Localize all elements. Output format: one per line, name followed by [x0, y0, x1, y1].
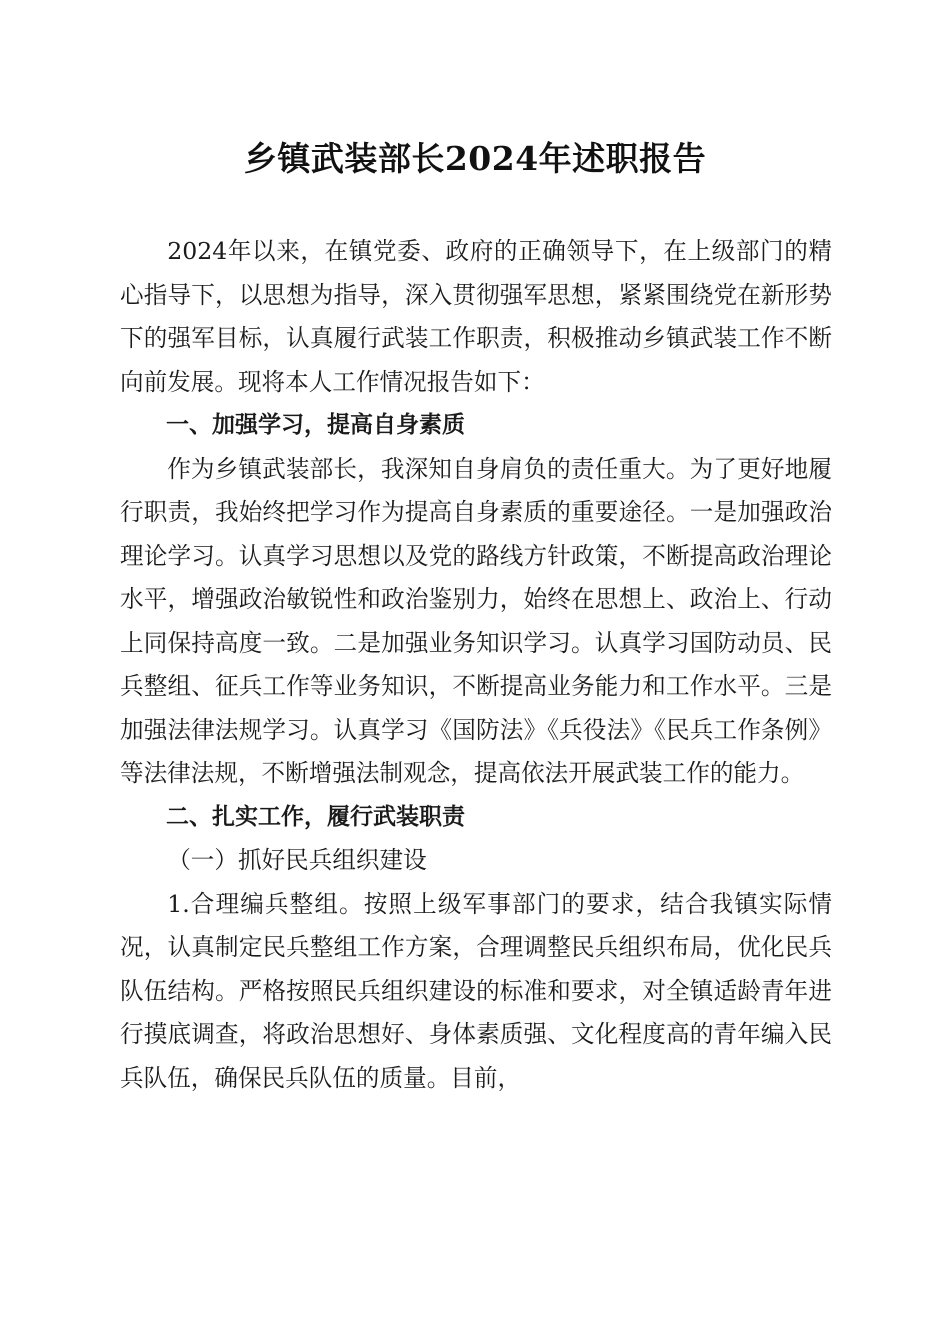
section-heading-1: 一、加强学习，提高自身素质 — [166, 412, 465, 438]
subsection-1-paragraph: 1.合理编兵整组。按照上级军事部门的要求，结合我镇实际情况，认真制定民兵整组工作方案，合理调整民兵组织布局，优化民兵队伍结构。严格按照民兵组织建设的标准和要求，对全镇适龄青年进行摸底调查，将政治思想好、身体素质强、文化程度高的青年编入民兵队伍，确保民兵队伍的质量。目前， — [120, 889, 832, 1092]
document-title: 乡镇武装部长2024年述职报告 — [243, 139, 707, 178]
section-1-paragraph: 作为乡镇武装部长，我深知自身肩负的责任重大。为了更好地履行职责，我始终把学习作为提高自身素质的重要途径。一是加强政治理论学习。认真学习思想以及党的路线方针政策，不断提高政治理论水平，增强政治敏锐性和政治鉴别力，始终在思想上、政治上、行动上同保持高度一致。二是加强业务知识学习。认真学习国防动员、民兵整组、征兵工作等业务知识，不断提高业务能力和工作水平。三是加强法律法规学习。认真学习《国防法》《兵役法》《民兵工作条例》等法律法规，不断增强法制观念，提高依法开展武装工作的能力。 — [120, 454, 832, 787]
subsection-heading-1: （一）抓好民兵组织建设 — [167, 846, 427, 874]
document-body — [120, 230, 832, 1100]
intro-paragraph: 2024年以来，在镇党委、政府的正确领导下，在上级部门的精心指导下，以思想为指导，深入贯彻强军思想，紧紧围绕党在新形势下的强军目标，认真履行武装工作职责，积极推动乡镇武装工作不断向前发展。现将本人工作情况报告如下： — [120, 237, 832, 396]
section-heading-2: 二、扎实工作，履行武装职责 — [166, 803, 465, 830]
